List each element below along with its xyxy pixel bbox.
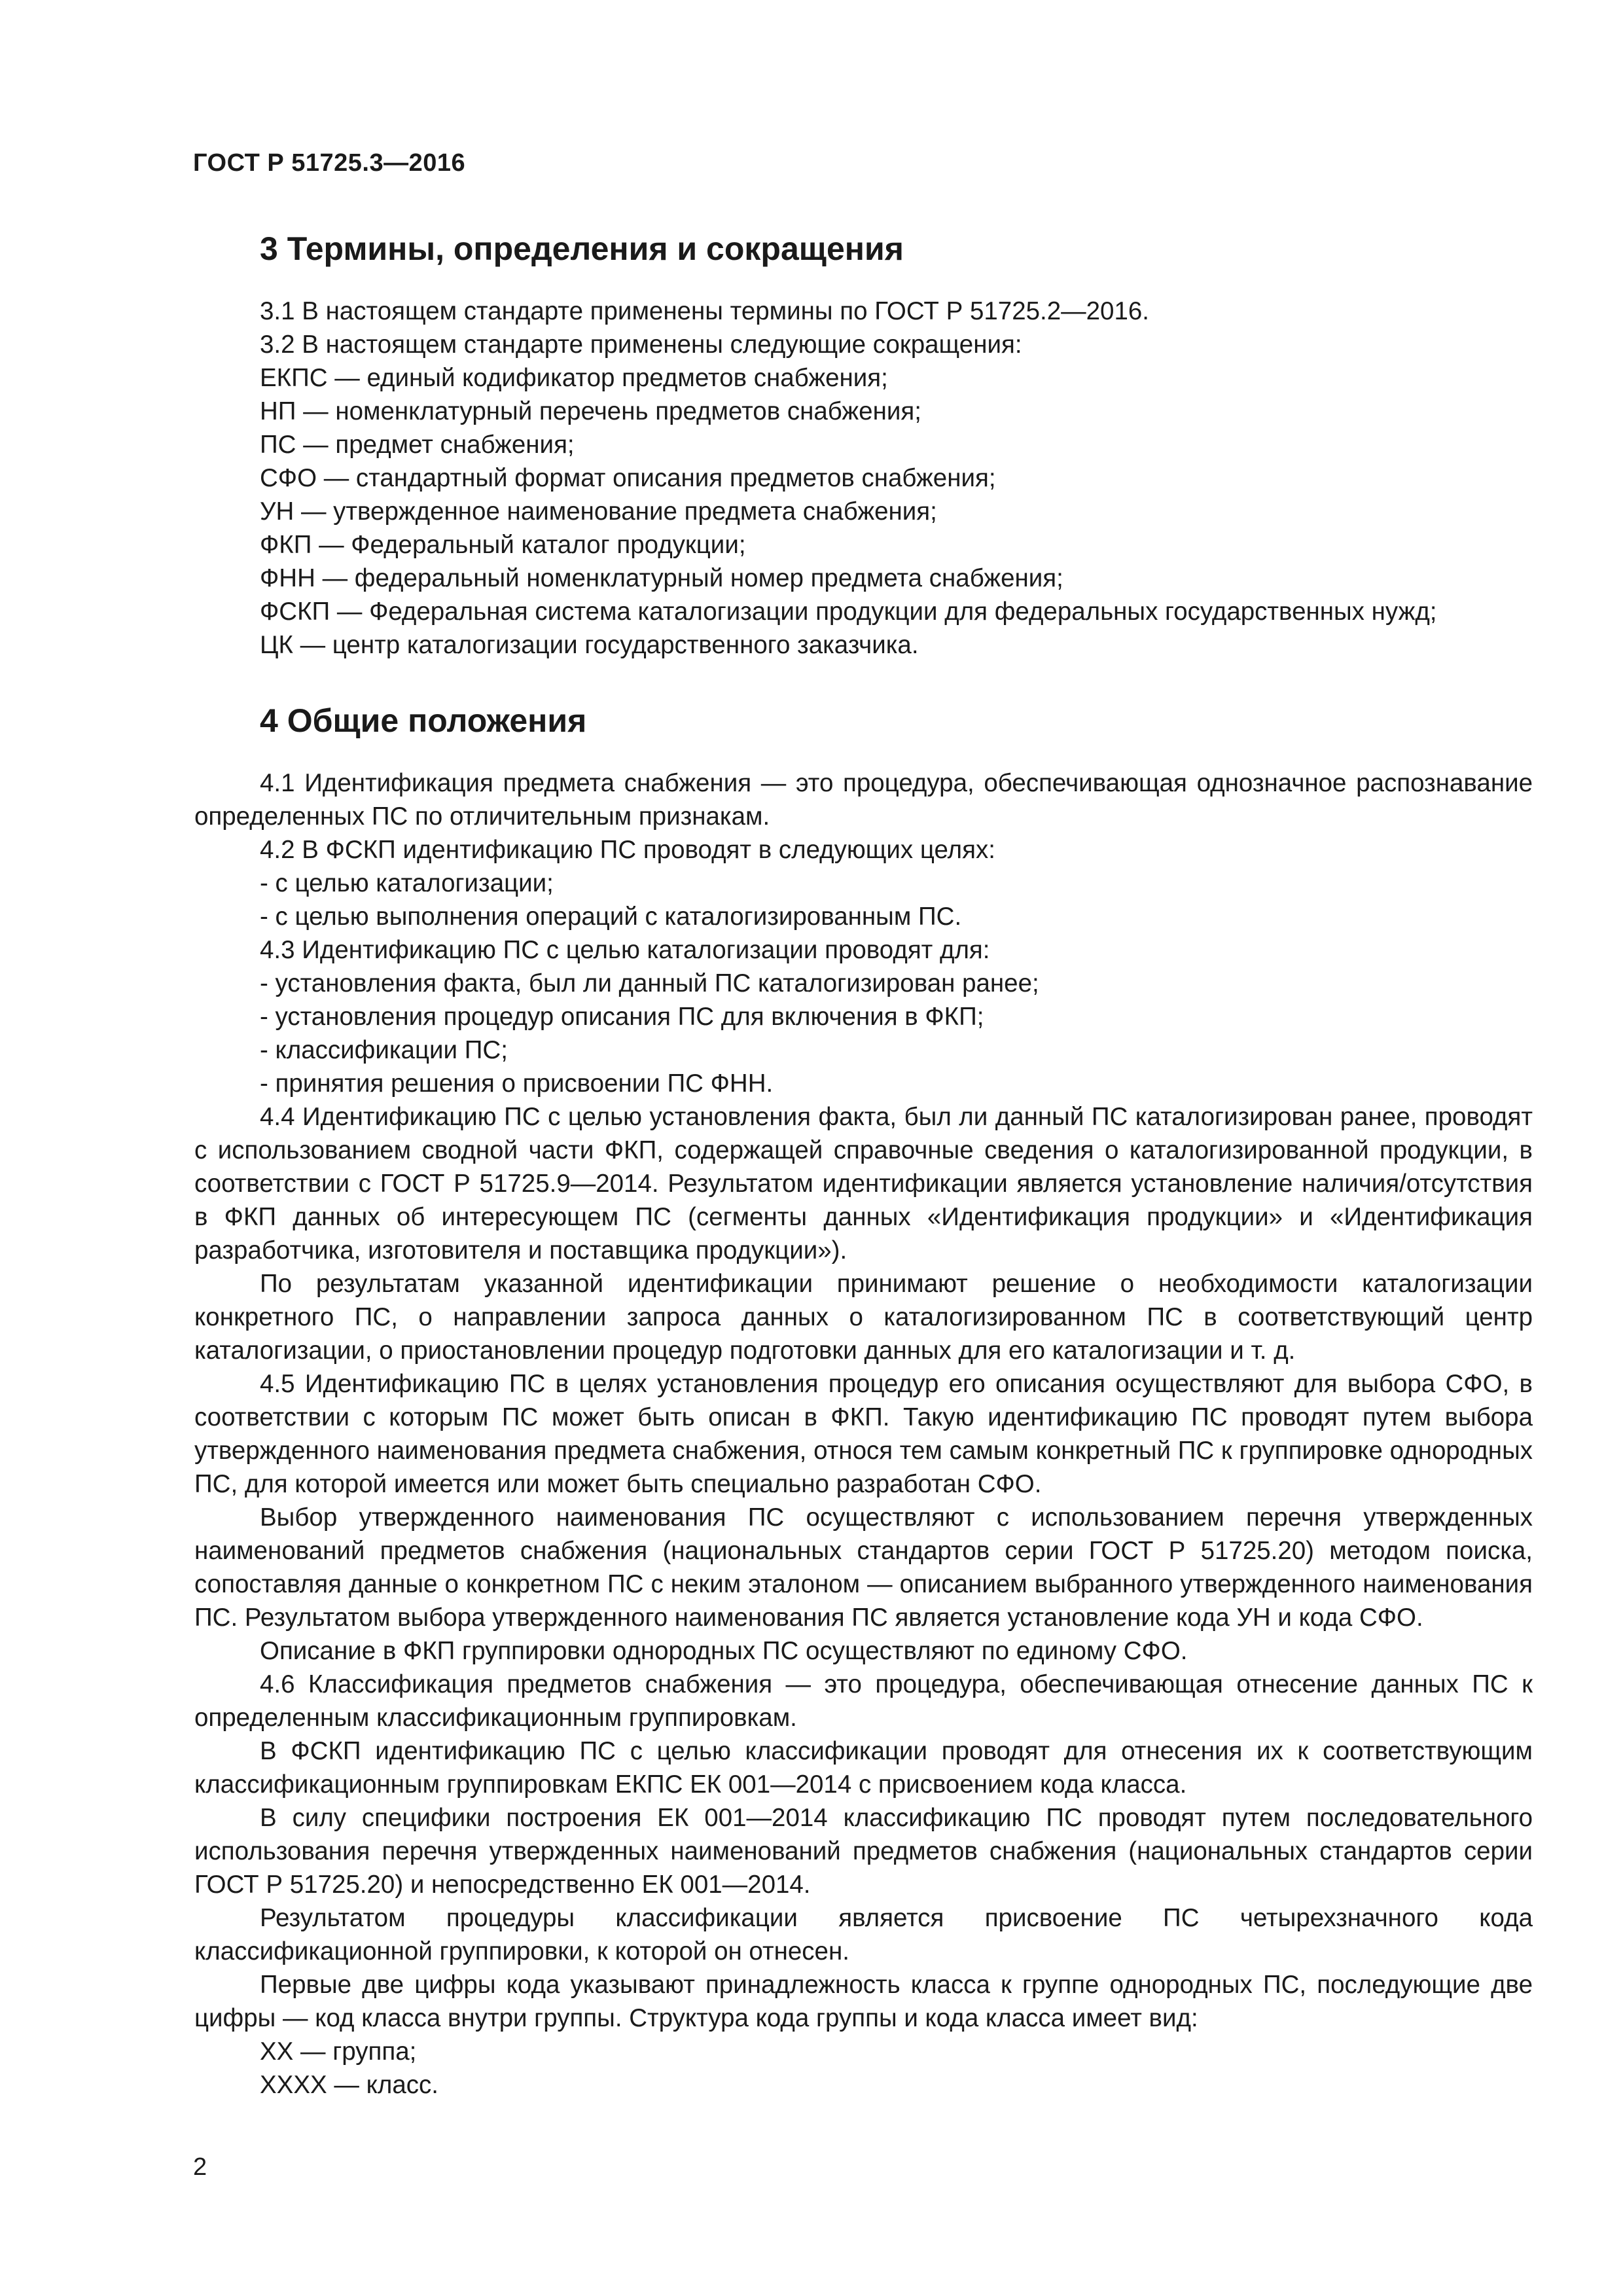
- paragraph-4-1: 4.1 Идентификация предмета снабжения — это процедура, обеспечивающая однозначное распознавание определенных ПС по отличительным признакам.: [194, 769, 1533, 831]
- abbreviation-item: ФНН — федеральный номенклатурный номер предмета снабжения;: [260, 564, 1063, 592]
- abbreviation-item: ФСКП — Федеральная система каталогизации продукции для федеральных государственных нужд;: [260, 598, 1437, 626]
- section-4-title: 4 Общие положения: [260, 702, 587, 739]
- paragraph-4-6: 4.6 Классификация предметов снабжения — это процедура, обеспечивающая отнесение данных ПС к определенным классификационным группировкам.: [194, 1670, 1533, 1732]
- paragraph-4-5: 4.5 Идентификацию ПС в целях установления процедур его описания осуществляют для выбора СФО, в соответствии с которым ПС может быть описан в ФКП. Такую идентификацию ПС проводят путем выбора утвержденного наименования предмета снабжения, относя тем самым конкретный ПС к группировке однородных ПС, для которой имеется или может быть специально разработан СФО.: [194, 1370, 1533, 1498]
- section-3-body: [260, 295, 1533, 662]
- abbreviation-item: ФКП — Федеральный каталог продукции;: [260, 531, 746, 559]
- abbreviation-item: ЕКПС — единый кодификатор предметов снабжения;: [260, 364, 888, 392]
- abbreviation-item: ЦК — центр каталогизации государственного заказчика.: [260, 631, 919, 659]
- paragraph-4-6-specifics: В силу специфики построения ЕК 001—2014 классификацию ПС проводят путем последовательного использования перечня утвержденных наименований предметов снабжения (национальных стандартов серии ГОСТ Р 51725.20) и непосредственно ЕК 001—2014.: [194, 1804, 1533, 1899]
- page-number: 2: [193, 2153, 207, 2181]
- section-4-body: [194, 766, 1533, 2102]
- paragraph-4-6-result: Результатом процедуры классификации является присвоение ПС четырехзначного кода классификационной группировки, к которой он отнесен.: [194, 1904, 1533, 1965]
- paragraph-4-2: 4.2 В ФСКП идентификацию ПС проводят в следующих целях:: [260, 836, 995, 864]
- paragraph-4-3: 4.3 Идентификацию ПС с целью каталогизации проводят для:: [260, 936, 990, 964]
- paragraph-4-6-structure: Первые две цифры кода указывают принадлежность класса к группе однородных ПС, последующие две цифры — код класса внутри группы. Структура кода группы и кода класса имеет вид:: [194, 1971, 1533, 2032]
- list-item: - классификации ПС;: [260, 1036, 508, 1064]
- paragraph-4-5-description: Описание в ФКП группировки однородных ПС осуществляют по единому СФО.: [260, 1637, 1188, 1665]
- list-item: - установления факта, был ли данный ПС каталогизирован ранее;: [260, 969, 1039, 997]
- page-content: [194, 216, 1533, 2102]
- abbreviation-item: ПС — предмет снабжения;: [260, 431, 575, 459]
- text-line: 3.2 В настоящем стандарте применены следующие сокращения:: [260, 331, 1022, 359]
- code-structure-item: XXXX — класс.: [260, 2071, 438, 2099]
- abbreviation-item: УН — утвержденное наименование предмета снабжения;: [260, 497, 937, 526]
- list-item: - установления процедур описания ПС для включения в ФКП;: [260, 1003, 984, 1031]
- list-item: - с целью каталогизации;: [260, 869, 554, 897]
- paragraph-4-6-continued: В ФСКП идентификацию ПС с целью классификации проводят для отнесения их к соответствующим классификационным группировкам ЕКПС ЕК 001—2014 с присвоением кода класса.: [194, 1737, 1533, 1799]
- paragraph-4-5-continued: Выбор утвержденного наименования ПС осуществляют с использованием перечня утвержденных наименований предметов снабжения (национальных стандартов серии ГОСТ Р 51725.20) методом поиска, сопоставляя данные о конкретном ПС с неким эталоном — описанием выбранного утвержденного наименования ПС. Результатом выбора утвержденного наименования ПС является установление кода УН и кода СФО.: [194, 1503, 1533, 1632]
- document-header: ГОСТ Р 51725.3—2016: [193, 149, 466, 177]
- text-line: 3.1 В настоящем стандарте применены термины по ГОСТ Р 51725.2—2016.: [260, 297, 1149, 325]
- paragraph-4-4: 4.4 Идентификацию ПС с целью установления факта, был ли данный ПС каталогизирован ранее, проводят с использованием сводной части ФКП, содержащей справочные сведения о каталогизированной продукции, в соответствии с ГОСТ Р 51725.9—2014. Результатом идентификации является установление наличия/отсутствия в ФКП данных об интересующем ПС (сегменты данных «Идентификация продукции» и «Идентификация разработчика, изготовителя и поставщика продукции»).: [194, 1103, 1533, 1265]
- abbreviation-item: НП — номенклатурный перечень предметов снабжения;: [260, 397, 921, 425]
- list-item: - с целью выполнения операций с каталогизированным ПС.: [260, 903, 962, 931]
- section-3-title: 3 Термины, определения и сокращения: [260, 230, 904, 267]
- code-structure-item: XX — группа;: [260, 2037, 417, 2066]
- paragraph-4-4-continued: По результатам указанной идентификации принимают решение о необходимости каталогизации конкретного ПС, о направлении запроса данных о каталогизированном ПС в соответствующий центр каталогизации, о приостановлении процедур подготовки данных для его каталогизации и т. д.: [194, 1270, 1533, 1365]
- abbreviation-item: СФО — стандартный формат описания предметов снабжения;: [260, 464, 996, 492]
- list-item: - принятия решения о присвоении ПС ФНН.: [260, 1069, 774, 1098]
